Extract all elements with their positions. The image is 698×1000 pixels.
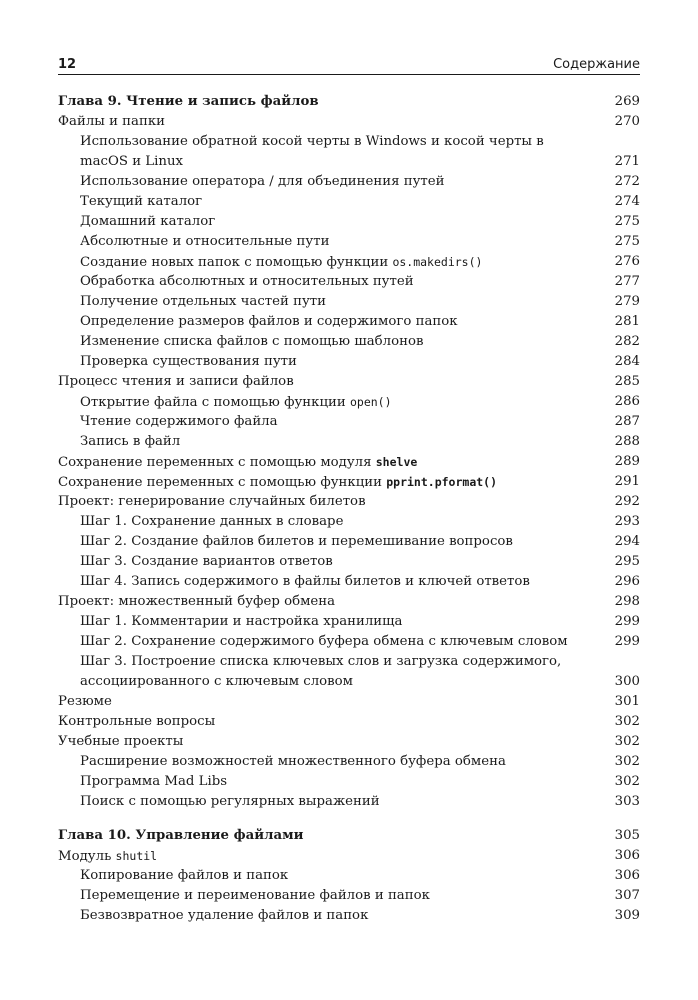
- toc-entry-page: 300: [614, 674, 640, 689]
- toc-entry[interactable]: [58, 372, 640, 392]
- toc-entry-page: 276: [614, 254, 640, 269]
- toc-entry-title: Проект: множественный буфер обмена: [58, 594, 336, 609]
- toc-entry-title: Обработка абсолютных и относительных путей: [80, 274, 414, 289]
- page-header: [58, 57, 640, 73]
- toc-entry-title: Безвозвратное удаление файлов и папок: [80, 908, 369, 923]
- running-title: Содержание: [553, 57, 640, 72]
- toc-entry-page: 285: [614, 374, 640, 389]
- toc-entry[interactable]: [58, 632, 640, 652]
- toc-entry-page: 293: [614, 514, 640, 529]
- code-identifier: os.makedirs(): [392, 255, 483, 269]
- toc-entry-page: 292: [614, 494, 640, 509]
- page-number: 12: [58, 57, 77, 72]
- code-identifier: open(): [349, 395, 392, 409]
- toc-entry-page: 288: [614, 434, 640, 449]
- toc-entry-title: Шаг 1. Комментарии и настройка хранилища: [80, 614, 403, 629]
- toc-entry-page: 301: [614, 694, 640, 709]
- toc-entry-page: 306: [614, 848, 640, 863]
- toc-entry-title: Сохранение переменных с помощью модуля shelve: [58, 455, 418, 470]
- chapter-heading[interactable]: [58, 826, 640, 846]
- toc-entry-page: 302: [614, 774, 640, 789]
- toc-entry[interactable]: [58, 332, 640, 352]
- toc-entry-page: 302: [614, 714, 640, 729]
- chapter-gap: [58, 812, 640, 826]
- toc-entry-title: Чтение содержимого файла: [80, 414, 278, 429]
- toc-entry-page: 284: [614, 354, 640, 369]
- toc-entry-title: Шаг 3. Создание вариантов ответов: [80, 554, 333, 569]
- toc-entry-title: Абсолютные и относительные пути: [80, 234, 330, 249]
- chapter-page: 305: [614, 828, 640, 843]
- toc-entry-page: 270: [614, 114, 640, 129]
- toc-entry-title: Учебные проекты: [58, 734, 184, 749]
- toc-entry[interactable]: [58, 352, 640, 372]
- toc-entry-page: 298: [614, 594, 640, 609]
- toc-entry-title: Сохранение переменных с помощью функции pprint.pformat(): [58, 475, 498, 490]
- toc-entry-page: 299: [614, 634, 640, 649]
- toc-entry[interactable]: [58, 866, 640, 886]
- chapter-page: 269: [614, 94, 640, 109]
- toc-entry-page: 277: [614, 274, 640, 289]
- toc-entry[interactable]: [58, 132, 640, 172]
- toc-entry-title: Открытие файла с помощью функции open(): [80, 395, 392, 410]
- toc-entry-title: Перемещение и переименование файлов и папок: [80, 888, 430, 903]
- toc-entry-title: Домашний каталог: [80, 214, 216, 229]
- toc-entry-page: 274: [614, 194, 640, 209]
- toc-entry-page: 296: [614, 574, 640, 589]
- toc-entry[interactable]: [58, 172, 640, 192]
- toc-entry-page: 299: [614, 614, 640, 629]
- toc-entry-page: 272: [614, 174, 640, 189]
- toc-entry[interactable]: [58, 906, 640, 926]
- toc-entry[interactable]: [58, 252, 640, 272]
- toc-entry[interactable]: [58, 272, 640, 292]
- code-identifier: shutil: [115, 849, 158, 863]
- code-identifier: shelve: [375, 455, 418, 469]
- toc-entry-title: Резюме: [58, 694, 112, 709]
- toc-entry-page: 295: [614, 554, 640, 569]
- chapter-title: Глава 9. Чтение и запись файлов: [58, 94, 319, 109]
- toc-entry[interactable]: [58, 846, 640, 866]
- toc-entry-title: Процесс чтения и записи файлов: [58, 374, 294, 389]
- toc-entry[interactable]: [58, 792, 640, 812]
- toc-entry-page: 294: [614, 534, 640, 549]
- toc-entry[interactable]: [58, 192, 640, 212]
- toc-entry-title: Шаг 3. Построение списка ключевых слов и загрузка содержимого, ассоциированного с ключевым словом: [80, 654, 562, 689]
- toc-entry[interactable]: [58, 472, 640, 492]
- toc-entry-title: Использование обратной косой черты в Windows и косой черты в macOS и Linux: [80, 134, 544, 169]
- toc-entry[interactable]: [58, 312, 640, 332]
- toc-entry[interactable]: [58, 886, 640, 906]
- toc-entry-page: 307: [614, 888, 640, 903]
- toc-entry[interactable]: [58, 652, 640, 692]
- toc-entry[interactable]: [58, 232, 640, 252]
- toc-entry-title: Контрольные вопросы: [58, 714, 216, 729]
- toc-entry-page: 291: [614, 474, 640, 489]
- toc-entry[interactable]: [58, 212, 640, 232]
- chapter-title: Глава 10. Управление файлами: [58, 828, 304, 843]
- toc-entry-page: 309: [614, 908, 640, 923]
- toc-entry[interactable]: [58, 432, 640, 452]
- toc-entry-page: 275: [614, 234, 640, 249]
- toc-entry[interactable]: [58, 492, 640, 512]
- toc-entry[interactable]: [58, 512, 640, 532]
- code-identifier: pprint.pformat(): [386, 475, 498, 489]
- toc-entry[interactable]: [58, 772, 640, 792]
- toc-entry-title: Модуль shutil: [58, 849, 158, 864]
- toc-entry-title: Шаг 4. Запись содержимого в файлы билетов и ключей ответов: [80, 574, 530, 589]
- toc-entry[interactable]: [58, 112, 640, 132]
- toc-entry-title: Определение размеров файлов и содержимого папок: [80, 314, 458, 329]
- toc-entry-page: 279: [614, 294, 640, 309]
- header-rule: [58, 74, 640, 75]
- toc-entry-page: 282: [614, 334, 640, 349]
- toc-entry-page: 271: [614, 154, 640, 169]
- toc-entry[interactable]: [58, 552, 640, 572]
- toc-entry-title: Использование оператора / для объединения путей: [80, 174, 445, 189]
- toc-entry-page: 302: [614, 734, 640, 749]
- table-of-contents: [58, 92, 640, 926]
- toc-entry-page: 287: [614, 414, 640, 429]
- toc-entry-title: Поиск с помощью регулярных выражений: [80, 794, 380, 809]
- toc-entry[interactable]: [58, 412, 640, 432]
- toc-entry-title: Создание новых папок с помощью функции os.makedirs(): [80, 255, 483, 270]
- toc-entry-title: Копирование файлов и папок: [80, 868, 289, 883]
- toc-entry[interactable]: [58, 692, 640, 712]
- toc-entry-page: 302: [614, 754, 640, 769]
- toc-entry[interactable]: [58, 532, 640, 552]
- toc-entry[interactable]: [58, 732, 640, 752]
- toc-entry-title: Проект: генерирование случайных билетов: [58, 494, 366, 509]
- toc-entry[interactable]: [58, 752, 640, 772]
- toc-entry-title: Запись в файл: [80, 434, 181, 449]
- toc-entry[interactable]: [58, 452, 640, 472]
- toc-entry-page: 275: [614, 214, 640, 229]
- toc-entry-page: 306: [614, 868, 640, 883]
- toc-entry-page: 289: [614, 454, 640, 469]
- toc-entry-page: 303: [614, 794, 640, 809]
- toc-entry-page: 281: [614, 314, 640, 329]
- toc-entry-title: Шаг 1. Сохранение данных в словаре: [80, 514, 344, 529]
- toc-entry-title: Программа Mad Libs: [80, 774, 228, 789]
- toc-entry[interactable]: [58, 612, 640, 632]
- toc-entry-title: Изменение списка файлов с помощью шаблонов: [80, 334, 424, 349]
- toc-entry[interactable]: [58, 712, 640, 732]
- toc-entry-title: Расширение возможностей множественного буфера обмена: [80, 754, 506, 769]
- toc-entry[interactable]: [58, 572, 640, 592]
- toc-entry-title: Проверка существования пути: [80, 354, 297, 369]
- toc-entry-title: Получение отдельных частей пути: [80, 294, 327, 309]
- toc-entry-page: 286: [614, 394, 640, 409]
- toc-entry[interactable]: [58, 592, 640, 612]
- toc-entry-title: Шаг 2. Сохранение содержимого буфера обмена с ключевым словом: [80, 634, 568, 649]
- toc-entry-title: Файлы и папки: [58, 114, 165, 129]
- toc-entry-title: Шаг 2. Создание файлов билетов и перемешивание вопросов: [80, 534, 513, 549]
- chapter-heading[interactable]: [58, 92, 640, 112]
- toc-entry-title: Текущий каталог: [80, 194, 203, 209]
- toc-entry[interactable]: [58, 392, 640, 412]
- toc-entry[interactable]: [58, 292, 640, 312]
